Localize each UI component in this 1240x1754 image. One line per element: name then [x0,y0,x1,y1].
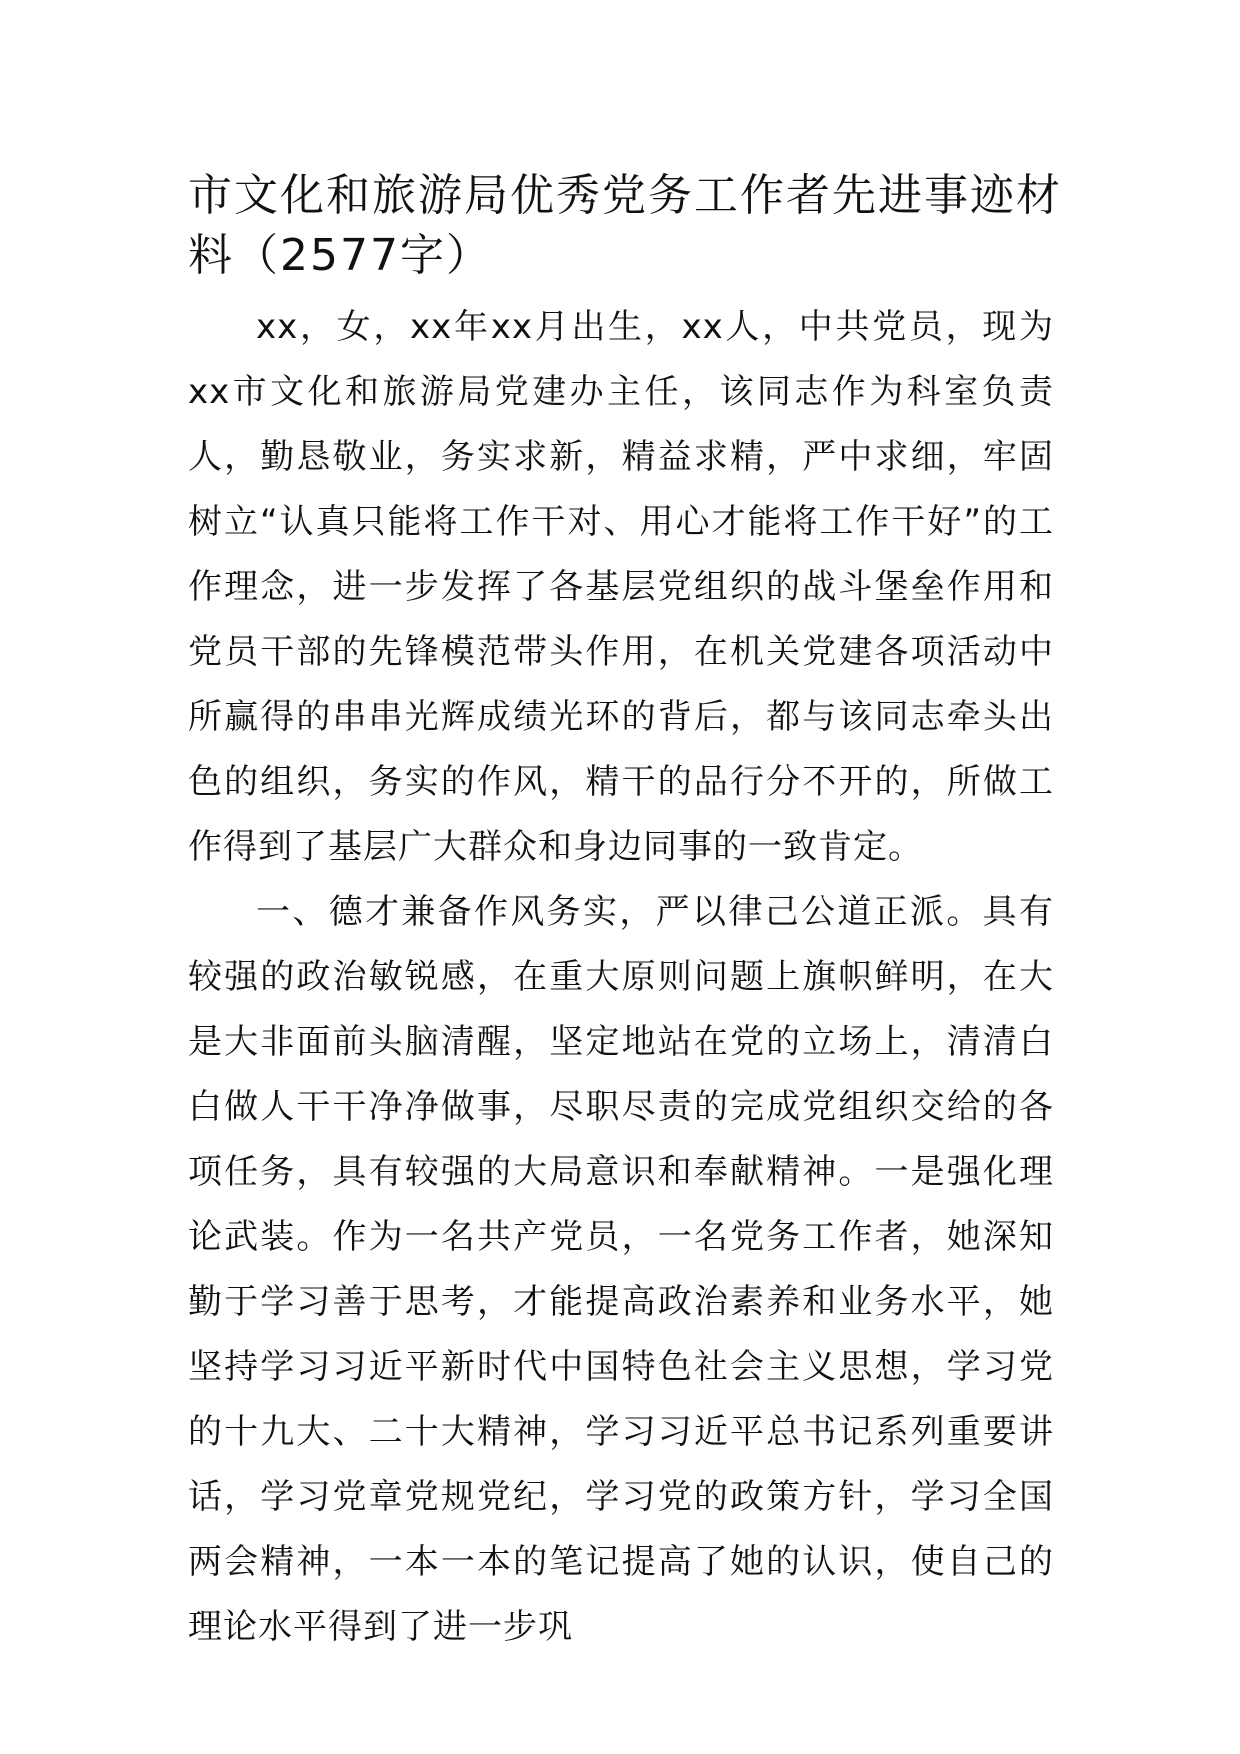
document-title: 市文化和旅游局优秀党务工作者先进事迹材料（2577字） [188,170,1062,281]
paragraph-intro: xx，女，xx年xx月出生，xx人，中共党员，现为xx市文化和旅游局党建办主任，该同志作为科室负责人，勤恳敬业，务实求新，精益求精，严中求细，牢固树立“认真只能将工作干对、用心才能将工作干好”的工作理念，进一步发挥了各基层党组织的战斗堡垒作用和党员干部的先锋模范带头作用，在机关党建各项活动中所赢得的串串光辉成绩光环的背后，都与该同志牵头出色的组织，务实的作风，精干的品行分不开的，所做工作得到了基层广大群众和身边同事的一致肯定。 [188,307,1054,867]
document-body [188,295,1054,1660]
paragraph-section-one: 一、德才兼备作风务实，严以律己公道正派。具有较强的政治敏锐感，在重大原则问题上旗帜鲜明，在大是大非面前头脑清醒，坚定地站在党的立场上，清清白白做人干干净净做事，尽职尽责的完成党组织交给的各项任务，具有较强的大局意识和奉献精神。一是强化理论武装。作为一名共产党员，一名党务工作者，她深知勤于学习善于思考，才能提高政治素养和业务水平，她坚持学习习近平新时代中国特色社会主义思想，学习党的十九大、二十大精神，学习习近平总书记系列重要讲话，学习党章党规党纪，学习党的政策方针，学习全国两会精神，一本一本的笔记提高了她的认识，使自己的理论水平得到了进一步巩 [188,892,1054,1647]
